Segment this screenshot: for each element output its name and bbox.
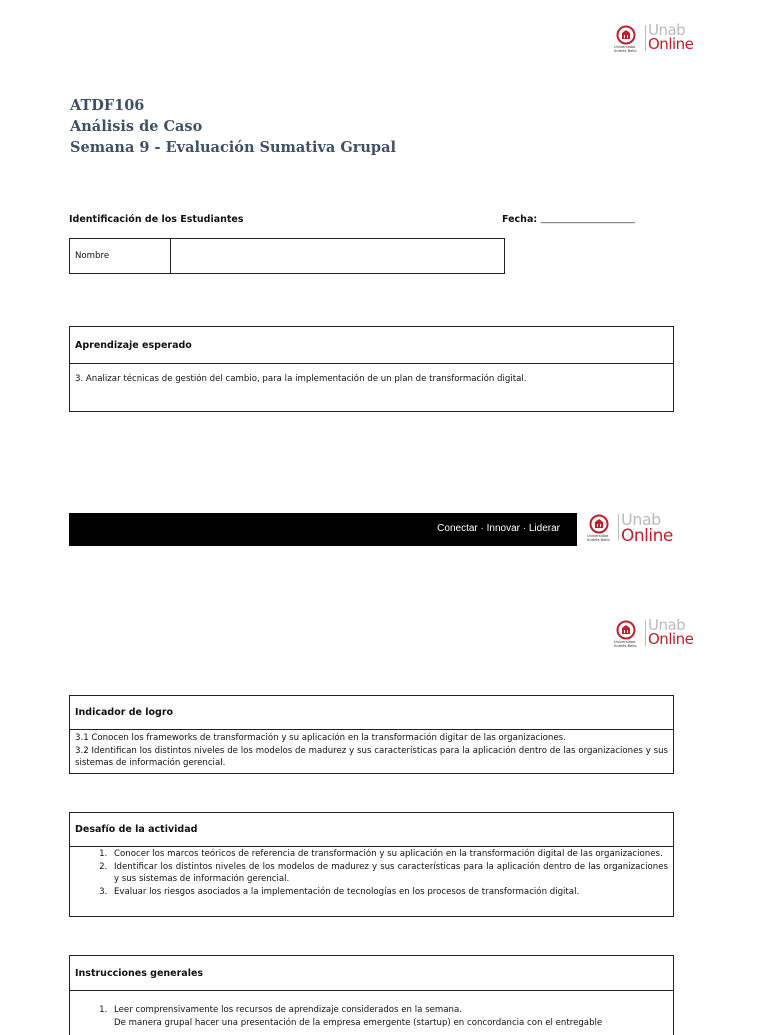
brand-online: Online — [648, 35, 694, 53]
list-item: 3. Evaluar los riesgos asociados a la implementación de tecnologías en los procesos de transformación digital. — [110, 886, 668, 899]
logo-divider — [645, 25, 646, 51]
list-item: 2. Identificar los distintos niveles de los modelos de madurez y sus características para la aplicación dentro de las organizaciones y sus sistemas de información gerencial. — [110, 861, 668, 886]
instrucciones-heading: Instrucciones generales — [70, 956, 673, 991]
name-label: Nombre — [75, 251, 110, 261]
university-name: Universidad Andrés Bello — [614, 45, 637, 53]
logo-divider — [645, 620, 646, 646]
indicador-line: 3.2 Identifican los distintos niveles de los modelos de madurez y sus características para la aplicación dentro de las organizaciones y sus sistemas de información gerencial. — [75, 745, 668, 768]
instrucciones-list — [70, 991, 673, 1029]
brand-unab: Unab — [648, 616, 686, 634]
university-seal-icon — [616, 620, 636, 640]
desafio-list — [70, 847, 673, 898]
footer-slogan: Conectar · Innovar · Liderar — [437, 523, 560, 534]
footer-logo — [587, 510, 683, 546]
list-item: 1. Conocer los marcos teóricos de referencia de transformación y su aplicación en la transformación digital de las organizaciones. — [110, 848, 668, 861]
list-item: 1. Leer comprensivamente los recursos de aprendizaje considerados en la semana. — [110, 1004, 668, 1017]
indicador-logro-table — [69, 695, 674, 774]
brand-unab: Unab — [621, 510, 661, 529]
unab-online-logo — [614, 21, 698, 55]
indicador-line: 3.1 Conocen los frameworks de transformación y su aplicación en la transformación digitar de las organizaciones. — [75, 733, 566, 743]
aprendizaje-heading: Aprendizaje esperado — [70, 327, 673, 364]
identification-heading: Identificación de los Estudiantes — [69, 214, 244, 225]
footer-bar — [69, 513, 577, 546]
aprendizaje-esperado-table — [69, 326, 674, 412]
university-name: Universidad Andrés Bello — [614, 640, 637, 648]
brand-online: Online — [621, 526, 673, 546]
brand-unab: Unab — [648, 21, 686, 39]
document-subtitle: Semana 9 - Evaluación Sumativa Grupal — [70, 139, 396, 156]
indicador-heading: Indicador de logro — [70, 696, 673, 730]
date-field[interactable]: ________________________ — [541, 214, 635, 224]
desafio-heading: Desafío de la actividad — [70, 813, 673, 847]
university-seal-icon — [589, 514, 609, 534]
aprendizaje-text: 3. Analizar técnicas de gestión del cambio, para la implementación de un plan de transformación digital. — [75, 374, 527, 384]
date-label: Fecha: — [502, 214, 538, 225]
unab-online-logo-page2 — [614, 616, 698, 650]
university-name: Universidad Andrés Bello — [587, 534, 610, 542]
indicador-body — [70, 730, 673, 773]
desafio-actividad-table — [69, 812, 674, 917]
name-column-divider — [170, 239, 171, 273]
instrucciones-generales-table — [69, 955, 674, 1035]
name-input[interactable] — [172, 239, 504, 273]
brand-online: Online — [648, 630, 694, 648]
course-code: ATDF106 — [70, 97, 145, 114]
university-seal-icon — [616, 25, 636, 45]
list-item: 2. De manera grupal hacer una presentación de la empresa emergente (startup) en concordancia con el entregable — [110, 1017, 668, 1030]
logo-divider — [618, 514, 619, 540]
name-table — [69, 238, 505, 274]
document-title: Análisis de Caso — [70, 118, 203, 135]
